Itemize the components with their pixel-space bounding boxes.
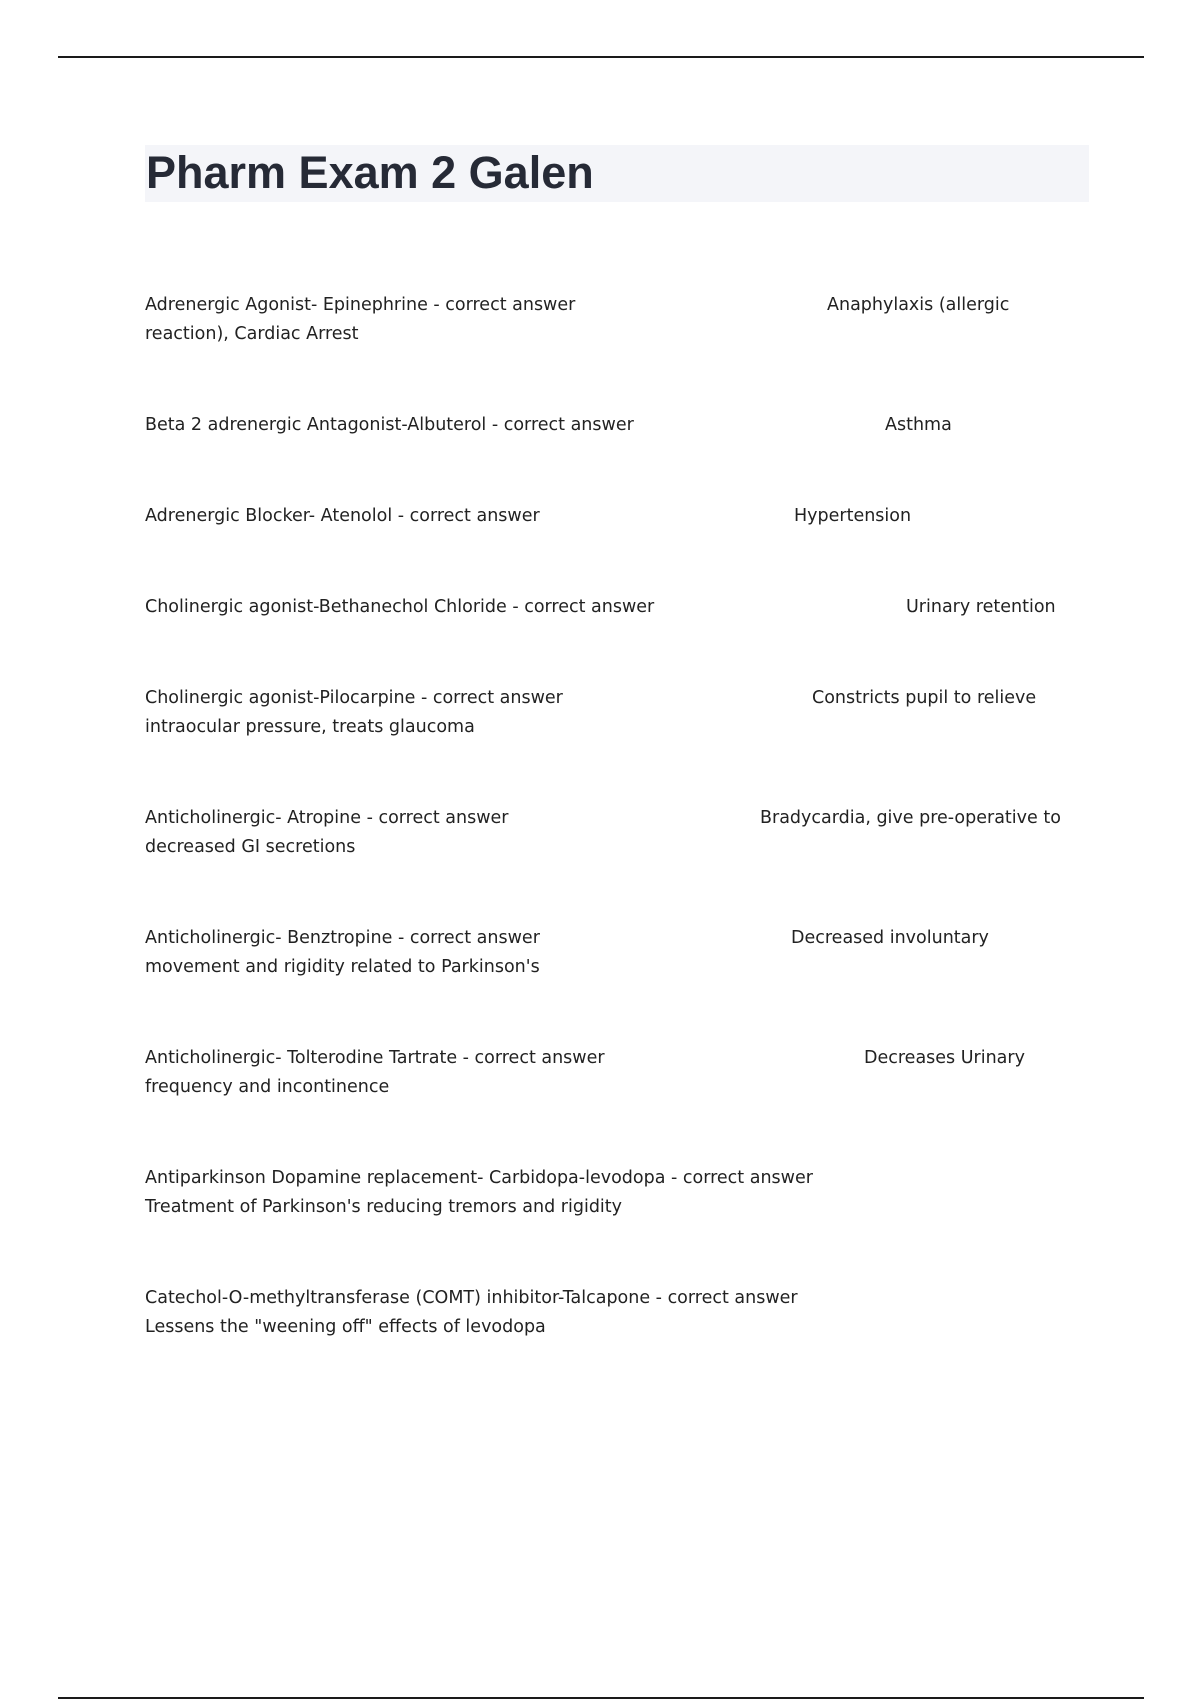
- card-answer-continued: frequency and incontinence: [145, 1077, 390, 1097]
- card-answer-start: Hypertension: [794, 506, 912, 526]
- card-answer-continued: movement and rigidity related to Parkinson's: [145, 957, 540, 977]
- flashcard-9: [145, 1164, 1075, 1222]
- card-question: Catechol-O-methyltransferase (COMT) inhibitor-Talcapone - correct answer: [145, 1288, 798, 1308]
- flashcard-7: [145, 924, 1075, 982]
- card-question: Anticholinergic- Atropine - correct answer: [145, 808, 509, 828]
- bottom-rule: [58, 1697, 1144, 1699]
- card-answer-start: Decreases Urinary: [864, 1048, 1025, 1068]
- card-answer-continued: intraocular pressure, treats glaucoma: [145, 717, 475, 737]
- card-question: Anticholinergic- Benztropine - correct answer: [145, 928, 540, 948]
- card-answer-start: Urinary retention: [906, 597, 1056, 617]
- card-answer-continued: reaction), Cardiac Arrest: [145, 324, 359, 344]
- flashcard-4: [145, 593, 1075, 622]
- flashcard-6: [145, 804, 1075, 862]
- card-question: Antiparkinson Dopamine replacement- Carbidopa-levodopa - correct answer: [145, 1168, 813, 1188]
- flashcard-1: [145, 291, 1075, 349]
- flashcard-10: [145, 1284, 1075, 1342]
- card-answer-start: Decreased involuntary: [791, 928, 989, 948]
- flashcard-3: [145, 502, 1075, 531]
- card-answer-continued: decreased GI secretions: [145, 837, 356, 857]
- card-question: Beta 2 adrenergic Antagonist-Albuterol - correct answer: [145, 415, 634, 435]
- card-question: Adrenergic Blocker- Atenolol - correct answer: [145, 506, 540, 526]
- card-answer-start: Constricts pupil to relieve: [812, 688, 1037, 708]
- card-question: Adrenergic Agonist- Epinephrine - correct answer: [145, 295, 576, 315]
- card-question: Cholinergic agonist-Bethanechol Chloride - correct answer: [145, 597, 655, 617]
- flashcard-5: [145, 684, 1075, 742]
- card-answer-continued: Treatment of Parkinson's reducing tremors and rigidity: [145, 1197, 623, 1217]
- flashcard-2: [145, 411, 1075, 440]
- document-title: Pharm Exam 2 Galen: [146, 147, 594, 198]
- card-question: Cholinergic agonist-Pilocarpine - correct answer: [145, 688, 563, 708]
- flashcard-8: [145, 1044, 1075, 1102]
- top-rule: [58, 56, 1144, 58]
- card-answer-start: Asthma: [885, 415, 952, 435]
- card-answer-start: Bradycardia, give pre-operative to: [760, 808, 1061, 828]
- card-answer-start: Anaphylaxis (allergic: [827, 295, 1010, 315]
- card-answer-continued: Lessens the "weening off" effects of levodopa: [145, 1317, 546, 1337]
- card-question: Anticholinergic- Tolterodine Tartrate - correct answer: [145, 1048, 605, 1068]
